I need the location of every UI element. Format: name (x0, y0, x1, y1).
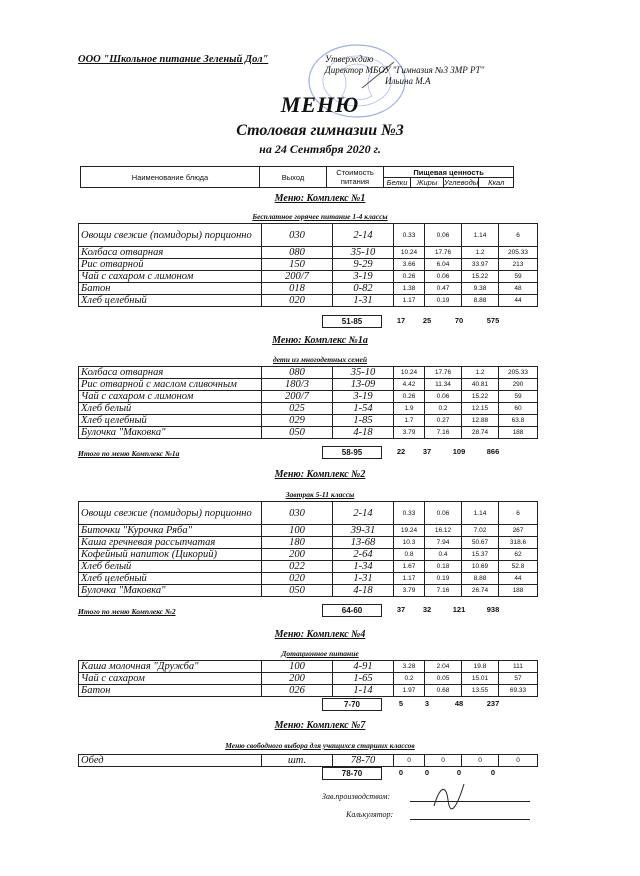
table-row (79, 673, 538, 685)
dish-fat: 17.76 (425, 367, 462, 379)
dish-name: Чай с сахаром с лимоном (79, 271, 262, 283)
section-total-price: 51-85 (322, 315, 382, 328)
dish-output: 200/7 (262, 391, 333, 403)
dish-carbs: 15.01 (462, 673, 499, 685)
dish-protein: 0.8 (394, 549, 425, 561)
dish-kcal: 111 (499, 661, 538, 673)
dish-carbs: 15.37 (462, 549, 499, 561)
dish-output: 050 (262, 585, 333, 597)
table-row (79, 224, 538, 247)
dish-kcal: 60 (499, 403, 538, 415)
dish-price: 35-10 (333, 247, 394, 259)
calculator-signature-label: Калькулятор: (346, 810, 394, 819)
dish-fat: 0 (425, 755, 462, 767)
menu-table (78, 366, 538, 439)
dish-carbs: 26.74 (462, 585, 499, 597)
menu-table (78, 754, 538, 767)
section-total-p: 37 (396, 605, 406, 614)
section-title: Меню: Комплекс №1а (272, 335, 368, 346)
dish-carbs: 10.69 (462, 561, 499, 573)
dish-fat: 0.47 (425, 283, 462, 295)
dish-kcal: 59 (499, 391, 538, 403)
section-total-k: 575 (486, 316, 500, 325)
dish-price: 1-34 (333, 561, 394, 573)
dish-protein: 1.9 (394, 403, 425, 415)
dish-name: Булочка "Маковка" (79, 427, 262, 439)
dish-name: Хлеб целебный (79, 573, 262, 585)
table-row (79, 247, 538, 259)
dish-carbs: 8.88 (462, 573, 499, 585)
dish-carbs: 1.14 (462, 502, 499, 525)
dish-kcal: 62 (499, 549, 538, 561)
section-total-c: 48 (454, 699, 464, 708)
section-total-c: 70 (454, 316, 464, 325)
dish-output: 020 (262, 295, 333, 307)
table-row (79, 502, 538, 525)
section-total-price: 58-95 (322, 446, 382, 459)
table-row (79, 295, 538, 307)
dish-carbs: 33.97 (462, 259, 499, 271)
dish-protein: 3.79 (394, 585, 425, 597)
dish-price: 13-09 (333, 379, 394, 391)
dish-name: Хлеб белый (79, 403, 262, 415)
organization-name: ООО "Школьное питание Зеленый Дол" (78, 54, 269, 65)
handwritten-signature (430, 780, 470, 814)
dish-price: 35-10 (333, 367, 394, 379)
dish-kcal: 205.33 (499, 367, 538, 379)
menu-table (78, 223, 538, 307)
dish-fat: 6.04 (425, 259, 462, 271)
dish-name: Колбаса отварная (79, 367, 262, 379)
section-subtitle: Завтрак 5-11 классы (285, 490, 355, 499)
manager-signature-label: Зав.производством: (322, 792, 391, 801)
col-fat: Жиры (411, 178, 444, 188)
dish-price: 1-54 (333, 403, 394, 415)
dish-fat: 0.19 (425, 295, 462, 307)
dish-price: 1-65 (333, 673, 394, 685)
dish-protein: 10.3 (394, 537, 425, 549)
dish-carbs: 13.55 (462, 685, 499, 697)
dish-fat: 16.12 (425, 525, 462, 537)
section-total-label: Итого по меню Комплекс №1а (78, 449, 180, 458)
dish-name: Кофейный напиток (Цикорий) (79, 549, 262, 561)
dish-carbs: 1.14 (462, 224, 499, 247)
section-total-c: 109 (452, 447, 466, 456)
dish-output: 200 (262, 549, 333, 561)
dish-output: 020 (262, 573, 333, 585)
table-row (79, 379, 538, 391)
dish-price: 4-91 (333, 661, 394, 673)
dish-fat: 0.05 (425, 673, 462, 685)
dish-carbs: 40.81 (462, 379, 499, 391)
col-protein: Белки (384, 178, 411, 188)
dish-carbs: 1.2 (462, 367, 499, 379)
section-title: Меню: Комплекс №7 (274, 720, 366, 731)
dish-protein: 3.79 (394, 427, 425, 439)
dish-fat: 17.76 (425, 247, 462, 259)
table-row (79, 391, 538, 403)
dish-fat: 0.27 (425, 415, 462, 427)
dish-kcal: 188 (499, 427, 538, 439)
dish-output: 018 (262, 283, 333, 295)
dish-fat: 0.06 (425, 224, 462, 247)
section-title: Меню: Комплекс №4 (274, 629, 366, 640)
dish-kcal: 44 (499, 295, 538, 307)
dish-price: 1-31 (333, 295, 394, 307)
dish-name: Обед (79, 755, 262, 767)
dish-protein: 1.67 (394, 561, 425, 573)
section-total-k: 237 (486, 699, 500, 708)
section-total-p: 0 (398, 768, 404, 777)
dish-fat: 0.06 (425, 271, 462, 283)
dish-name: Батон (79, 283, 262, 295)
col-kcal: Ккал (479, 178, 514, 188)
dish-output: 100 (262, 661, 333, 673)
dish-name: Рис отварной (79, 259, 262, 271)
dish-kcal: 318.6 (499, 537, 538, 549)
dish-price: 2-14 (333, 224, 394, 247)
dish-name: Хлеб целебный (79, 295, 262, 307)
table-row (79, 367, 538, 379)
section-total-k: 938 (486, 605, 500, 614)
dish-fat: 11.34 (425, 379, 462, 391)
dish-name: Булочка "Маковка" (79, 585, 262, 597)
dish-fat: 7.16 (425, 585, 462, 597)
dish-fat: 0.19 (425, 573, 462, 585)
dish-carbs: 12.88 (462, 415, 499, 427)
section-total-price: 64-60 (322, 604, 382, 617)
dish-kcal: 57 (499, 673, 538, 685)
dish-protein: 0 (394, 755, 425, 767)
dish-output: 080 (262, 367, 333, 379)
table-row (79, 271, 538, 283)
col-output: Выход (260, 167, 327, 188)
dish-price: 2-14 (333, 502, 394, 525)
dish-output: 200/7 (262, 271, 333, 283)
dish-protein: 0.33 (394, 224, 425, 247)
section-total-c: 0 (456, 768, 462, 777)
dish-protein: 10.24 (394, 247, 425, 259)
dish-fat: 0.4 (425, 549, 462, 561)
dish-output: 080 (262, 247, 333, 259)
dish-kcal: 267 (499, 525, 538, 537)
dish-price: 3-19 (333, 391, 394, 403)
section-total-c: 121 (452, 605, 466, 614)
dish-name: Хлеб белый (79, 561, 262, 573)
section-total-price: 7-70 (322, 698, 382, 711)
dish-carbs: 19.8 (462, 661, 499, 673)
dish-output: 030 (262, 224, 333, 247)
dish-carbs: 1.2 (462, 247, 499, 259)
table-row (79, 403, 538, 415)
dish-kcal: 48 (499, 283, 538, 295)
section-total-f: 0 (424, 768, 430, 777)
dish-name: Каша гречневая рассыпчатая (79, 537, 262, 549)
dish-protein: 0.33 (394, 502, 425, 525)
section-total-p: 17 (396, 316, 406, 325)
dish-carbs: 50.67 (462, 537, 499, 549)
dish-fat: 0.2 (425, 403, 462, 415)
dish-output: 030 (262, 502, 333, 525)
dish-name: Чай с сахаром (79, 673, 262, 685)
dish-name: Хлеб целебный (79, 415, 262, 427)
col-carbs: Углеводы (444, 178, 479, 187)
dish-carbs: 15.22 (462, 391, 499, 403)
dish-price: 2-64 (333, 549, 394, 561)
section-subtitle: Меню свободного выбора для учащихся старших классов (225, 741, 415, 750)
dish-protein: 3.66 (394, 259, 425, 271)
section-total-p: 5 (398, 699, 404, 708)
approve-line: Директор МБОУ "Гимназия №3 ЗМР РТ" (325, 65, 485, 75)
dish-kcal: 205.33 (499, 247, 538, 259)
dish-output: 180/3 (262, 379, 333, 391)
dish-price: 0-82 (333, 283, 394, 295)
dish-fat: 0.68 (425, 685, 462, 697)
dish-carbs: 8.88 (462, 295, 499, 307)
dish-kcal: 59 (499, 271, 538, 283)
section-total-k: 0 (490, 768, 496, 777)
dish-price: 1-31 (333, 573, 394, 585)
dish-output: 026 (262, 685, 333, 697)
dish-price: 13-68 (333, 537, 394, 549)
dish-kcal: 290 (499, 379, 538, 391)
dish-fat: 2.04 (425, 661, 462, 673)
table-row (79, 427, 538, 439)
dish-protein: 0.2 (394, 673, 425, 685)
dish-name: Биточки "Курочка Ряба" (79, 525, 262, 537)
dish-fat: 7.16 (425, 427, 462, 439)
dish-price: 4-18 (333, 585, 394, 597)
dish-kcal: 44 (499, 573, 538, 585)
menu-table (78, 660, 538, 697)
menu-date: на 24 Сентября 2020 г. (259, 142, 381, 156)
dish-output: 150 (262, 259, 333, 271)
table-row (79, 561, 538, 573)
dish-output: 022 (262, 561, 333, 573)
dish-kcal: 6 (499, 502, 538, 525)
section-total-price: 78-70 (322, 767, 382, 780)
dish-output: 050 (262, 427, 333, 439)
dish-carbs: 7.02 (462, 525, 499, 537)
dish-protein: 1.17 (394, 295, 425, 307)
dish-price: 1-14 (333, 685, 394, 697)
table-row (79, 525, 538, 537)
dish-name: Рис отварной с маслом сливочным (79, 379, 262, 391)
table-row (79, 585, 538, 597)
dish-fat: 7.94 (425, 537, 462, 549)
menu-title: МЕНЮ (280, 92, 360, 117)
table-row (79, 549, 538, 561)
dish-fat: 0.18 (425, 561, 462, 573)
dish-protein: 3.28 (394, 661, 425, 673)
section-total-label: Итого по меню Комплекс №2 (78, 607, 176, 616)
dish-protein: 1.38 (394, 283, 425, 295)
table-row (79, 283, 538, 295)
approve-line: Утверждаю (325, 54, 374, 64)
section-total-k: 866 (486, 447, 500, 456)
dish-protein: 1.17 (394, 573, 425, 585)
calculator-signature-line (410, 818, 530, 820)
dish-name: Овощи свежие (помидоры) порционно (79, 502, 262, 525)
dish-output: шт. (262, 755, 333, 767)
dish-protein: 0.26 (394, 391, 425, 403)
dish-protein: 10.24 (394, 367, 425, 379)
manager-signature-line (410, 800, 530, 802)
column-header (80, 166, 514, 188)
dish-protein: 1.7 (394, 415, 425, 427)
col-name: Наименование блюда (81, 167, 260, 188)
dish-output: 029 (262, 415, 333, 427)
dish-kcal: 188 (499, 585, 538, 597)
dish-protein: 19.24 (394, 525, 425, 537)
section-total-f: 37 (422, 447, 432, 456)
section-total-p: 22 (396, 447, 406, 456)
approve-line: Ильина М.А (385, 76, 431, 86)
dish-carbs: 9.38 (462, 283, 499, 295)
dish-carbs: 15.22 (462, 271, 499, 283)
dish-kcal: 213 (499, 259, 538, 271)
dish-kcal: 52.8 (499, 561, 538, 573)
dish-name: Каша молочная "Дружба" (79, 661, 262, 673)
section-title: Меню: Комплекс №1 (274, 193, 366, 204)
section-subtitle: Дотационное питание (281, 649, 359, 658)
dish-protein: 4.42 (394, 379, 425, 391)
dish-protein: 1.97 (394, 685, 425, 697)
dish-fat: 0.06 (425, 502, 462, 525)
table-row (79, 755, 538, 767)
table-row (79, 573, 538, 585)
dish-output: 180 (262, 537, 333, 549)
col-price: Стоимость питания (327, 167, 384, 188)
section-subtitle: Бесплатное горячее питание 1-4 классы (252, 212, 388, 221)
col-nutrition: Пищевая ценность (384, 167, 514, 178)
dish-price: 78-70 (333, 755, 394, 767)
menu-table (78, 501, 538, 597)
dish-fat: 0.06 (425, 391, 462, 403)
dish-price: 4-18 (333, 427, 394, 439)
section-total-f: 32 (422, 605, 432, 614)
section-title: Меню: Комплекс №2 (274, 469, 366, 480)
dish-output: 200 (262, 673, 333, 685)
dish-kcal: 0 (499, 755, 538, 767)
dish-output: 100 (262, 525, 333, 537)
dish-name: Овощи свежие (помидоры) порционно (79, 224, 262, 247)
dish-kcal: 63.8 (499, 415, 538, 427)
section-total-f: 25 (422, 316, 432, 325)
dish-carbs: 0 (462, 755, 499, 767)
dish-output: 025 (262, 403, 333, 415)
dish-kcal: 6 (499, 224, 538, 247)
dish-price: 39-31 (333, 525, 394, 537)
dish-price: 9-29 (333, 259, 394, 271)
table-row (79, 685, 538, 697)
dish-protein: 0.26 (394, 271, 425, 283)
canteen-title: Столовая гимназии №3 (236, 122, 404, 139)
dish-carbs: 12.15 (462, 403, 499, 415)
dish-price: 1-85 (333, 415, 394, 427)
table-row (79, 259, 538, 271)
dish-price: 3-19 (333, 271, 394, 283)
dish-name: Чай с сахаром с лимоном (79, 391, 262, 403)
dish-carbs: 28.74 (462, 427, 499, 439)
dish-name: Колбаса отварная (79, 247, 262, 259)
table-row (79, 537, 538, 549)
dish-kcal: 69.33 (499, 685, 538, 697)
dish-name: Батон (79, 685, 262, 697)
approval-block (325, 54, 484, 87)
table-row (79, 661, 538, 673)
table-row (79, 415, 538, 427)
section-total-f: 3 (424, 699, 430, 708)
section-subtitle: дети из многодетных семей (272, 355, 368, 364)
